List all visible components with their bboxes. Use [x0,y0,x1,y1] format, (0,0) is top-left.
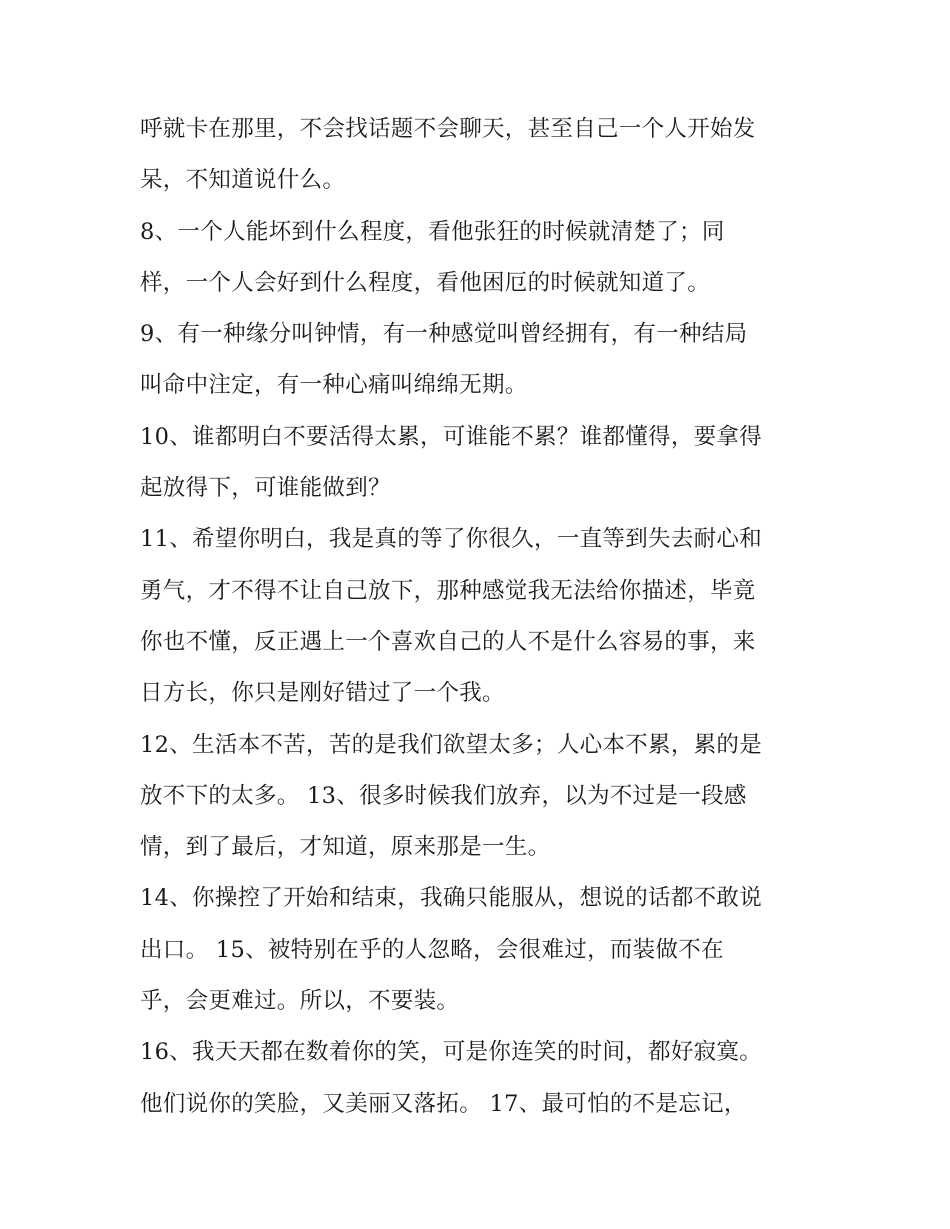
text-line: 12、生活本不苦，苦的是我们欲望太多；人心本不累，累的是 [140,731,763,758]
text-line: 日方长，你只是刚好错过了一个我。 [140,680,505,707]
text-line: 叫命中注定，有一种心痛叫绵绵无期。 [140,372,528,399]
text-line: 勇气，才不得不让自己放下，那种感觉我无法给你描述，毕竟 [140,577,756,604]
text-line: 11、希望你明白，我是真的等了你很久，一直等到失去耐心和 [140,526,763,553]
text-line: 呼就卡在那里，不会找话题不会聊天，甚至自己一个人开始发 [140,116,756,142]
text-line: 乎，会更难过。所以，不要装。 [140,988,460,1015]
text-line: 放不下的太多。 13、很多时候我们放弃，以为不过是一段感 [140,782,747,809]
text-line: 9、有一种缘分叫钟情，有一种感觉叫曾经拥有，有一种结局 [140,321,748,348]
text-line: 呆，不知道说什么。 [140,167,346,194]
text-line: 14、你操控了开始和结束，我确只能服从，想说的话都不敢说 [140,885,763,912]
text-line: 10、谁都明白不要活得太累，可谁能不累？谁都懂得，要拿得 [140,423,763,450]
text-line: 情，到了最后，才知道，原来那是一生。 [140,834,551,861]
text-line: 样，一个人会好到什么程度，看他困厄的时候就知道了。 [140,269,711,296]
text-line: 16、我天天都在数着你的笑，可是你连笑的时间，都好寂寞。 [140,1039,763,1066]
text-line: 出口。 15、被特别在乎的人忽略，会很难过，而装做不在 [140,936,724,963]
text-body [140,104,820,1130]
text-line: 你也不懂，反正遇上一个喜欢自己的人不是什么容易的事，来 [140,628,756,655]
text-line: 他们说你的笑脸，又美丽又落拓。 17、最可怕的不是忘记， [140,1090,747,1117]
text-line: 起放得下，可谁能做到？ [140,475,391,502]
text-line: 8、一个人能坏到什么程度，看他张狂的时候就清楚了；同 [140,218,725,245]
